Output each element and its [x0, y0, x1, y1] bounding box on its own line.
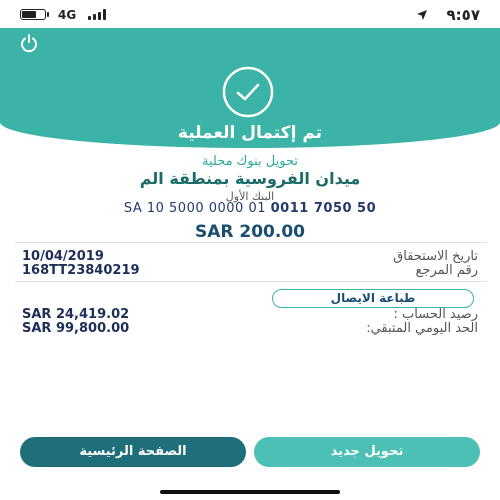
beneficiary-name: ميدان الفروسية بمنطقة الم — [139, 169, 361, 188]
signal-icon — [88, 9, 108, 20]
divider — [15, 242, 487, 243]
account-balance-label: رصيد الحساب : — [393, 307, 478, 322]
power-icon[interactable] — [18, 32, 40, 54]
due-date-value: 10/04/2019 — [22, 249, 104, 264]
account-balance-value: SAR 24,419.02 — [22, 307, 130, 322]
print-receipt-button[interactable]: طباعة الايصال — [272, 289, 474, 308]
location-arrow-icon — [416, 9, 428, 21]
home-button[interactable]: الصفحة الرئيسية — [20, 437, 246, 467]
bank-name: البنك الأول — [225, 190, 275, 203]
daily-limit-value: SAR 99,800.00 — [22, 321, 130, 336]
due-date-label: تاريخ الاستحقاق — [393, 249, 478, 264]
reference-label: رقم المرجع — [415, 263, 478, 278]
divider — [15, 281, 487, 282]
check-circle-icon — [221, 65, 275, 119]
reference-value: 168TT23840219 — [22, 263, 140, 278]
page-title: تم إكتمال العملية — [177, 123, 323, 143]
success-header — [0, 28, 500, 148]
network-type: 4G — [58, 8, 77, 22]
status-bar — [0, 0, 500, 28]
battery-icon — [20, 9, 46, 20]
home-indicator[interactable] — [160, 490, 340, 494]
new-transfer-button[interactable]: تحويل جديد — [254, 437, 480, 467]
iban — [0, 201, 500, 216]
transfer-amount: SAR 200.00 — [194, 222, 305, 242]
iban-prefix: SA 10 5000 0000 01 — [123, 201, 271, 216]
transfer-type: تحويل بنوك محلية — [202, 154, 298, 169]
status-time: ٩:٥٧ — [446, 6, 480, 24]
daily-limit-label: الحد اليومي المتبقي: — [366, 321, 478, 336]
iban-suffix: 0011 7050 50 — [270, 201, 377, 216]
